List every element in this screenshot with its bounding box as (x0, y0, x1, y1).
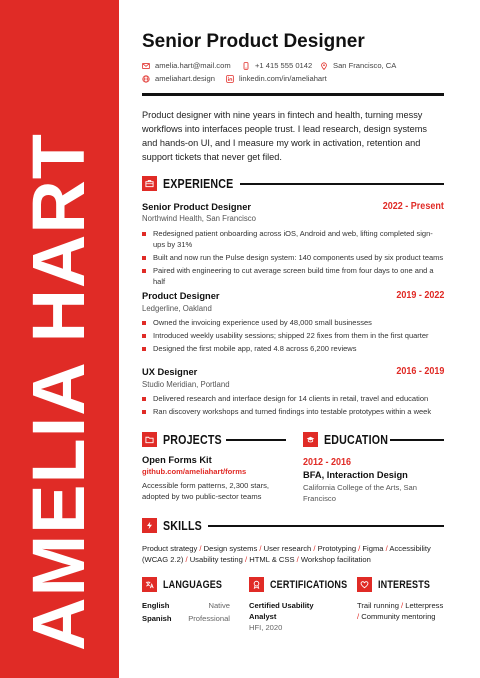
bullet: Ran discovery workshops and turned findings into testable prototypes within a week (142, 406, 444, 417)
bullet: Built and now run the Pulse design system: 140 components used by six product teams (142, 252, 444, 263)
map-pin-icon (320, 62, 328, 70)
education-rule (390, 439, 444, 441)
location-text: San Francisco, CA (333, 61, 397, 70)
interest: Community mentoring (361, 612, 436, 621)
skills-title: SKILLS (163, 518, 202, 533)
candidate-name: AMELIA HART (17, 133, 100, 651)
sidebar (0, 0, 119, 678)
bullet: Owned the invoicing experience used by 48,000 small businesses (142, 317, 444, 328)
contact-phone[interactable] (242, 61, 312, 70)
education-degree: BFA, Interaction Design (303, 470, 408, 480)
translate-icon (142, 577, 157, 592)
skill: Accessibility (WCAG 2.2) (142, 544, 431, 564)
contact-email[interactable] (142, 61, 231, 70)
badge-icon (249, 577, 264, 592)
linkedin-text: linkedin.com/in/ameliahart (239, 74, 327, 83)
education-dates: 2012 - 2016 (303, 457, 352, 468)
job-1-company: Northwind Health, San Francisco (142, 214, 256, 223)
education-title: EDUCATION (324, 432, 389, 447)
job-1-bullets (142, 228, 444, 289)
interest: Letterpress (405, 601, 444, 610)
education-heading (303, 432, 402, 447)
skills-heading (142, 518, 210, 533)
heart-icon (357, 577, 372, 592)
experience-heading (142, 176, 249, 191)
contact-linkedin[interactable] (226, 74, 327, 83)
languages-title: LANGUAGES (163, 578, 223, 591)
skill: Figma (362, 544, 384, 553)
skill: Usability testing (189, 555, 243, 564)
job-2-dates: 2019 - 2022 (395, 290, 444, 301)
contact-location (320, 61, 396, 70)
folder-icon (142, 432, 157, 447)
bullet: Introduced weekly usability sessions; shipped 22 fixes from them in the first quarter (142, 330, 444, 341)
projects-rule (226, 439, 286, 441)
bullet: Designed the first mobile app, rated 4.8 across 6,200 reviews (142, 343, 444, 354)
skill: Design systems (203, 544, 258, 553)
interests-heading (357, 577, 442, 592)
skill: Product strategy (142, 544, 198, 553)
website-text: ameliahart.design (155, 74, 215, 83)
interest: Trail running (357, 601, 399, 610)
certification-name: Certified Usability Analyst (249, 601, 314, 621)
phone-icon (242, 62, 250, 70)
skill: User research (263, 544, 312, 553)
bullet: Delivered research and interface design for 14 clients in retail, travel and education (142, 393, 444, 404)
job-1-dates: 2022 - Present (382, 201, 444, 212)
skill: Workshop facilitation (300, 555, 371, 564)
languages-heading (142, 577, 235, 592)
education-school: California College of the Arts, San Francisco (303, 483, 417, 503)
job-2-title: Product Designer (142, 291, 220, 301)
linkedin-icon (226, 75, 234, 83)
certification-issuer: HFI, 2020 (249, 623, 283, 632)
skills-rule (208, 525, 444, 527)
briefcase-icon (142, 176, 157, 191)
phone-text: +1 415 555 0142 (255, 61, 313, 70)
job-3-bullets (142, 393, 444, 419)
project-link[interactable]: github.com/ameliahart/forms (142, 467, 247, 476)
bullet: Paired with engineering to cut average screen build time from four days to one and a half (142, 265, 444, 287)
skills-list: Product strategy / Design systems / User research / Prototyping / Figma / Accessibility (WCAG 2.2) / Usability testing / HTML & CSS / Workshop facilitation (142, 544, 431, 564)
language-level: Native (208, 601, 230, 610)
skill: HTML & CSS (249, 555, 295, 564)
skill: Prototyping (317, 544, 357, 553)
project-name: Open Forms Kit (142, 455, 212, 465)
bullet: Redesigned patient onboarding across iOS, Android and web, lifting completed sign-ups by 31% (142, 228, 444, 250)
language-name: Spanish (142, 614, 172, 623)
experience-rule (240, 183, 444, 185)
job-2-bullets (142, 317, 444, 356)
experience-title: EXPERIENCE (163, 176, 234, 191)
email-text: amelia.hart@mail.com (155, 61, 231, 70)
lightning-icon (142, 518, 157, 533)
job-1-title: Senior Product Designer (142, 202, 252, 212)
certifications-title: CERTIFICATIONS (270, 578, 348, 591)
interests-list: Trail running / Letterpress / Community mentoring (357, 601, 444, 621)
project-description: Accessible form patterns, 2,300 stars, adopted by two public-sector teams (142, 481, 270, 501)
job-headline: Senior Product Designer (142, 31, 365, 52)
job-3-dates: 2016 - 2019 (395, 366, 444, 377)
graduation-cap-icon (303, 432, 318, 447)
language-level: Professional (188, 614, 230, 623)
job-3-title: UX Designer (142, 367, 198, 377)
projects-heading (142, 432, 235, 447)
header-divider (142, 93, 444, 96)
profile-summary: Product designer with nine years in fintech and health, turning messy workflows into interfaces people trust. I lead research, design systems and hands-on UI, and I measure my work in activation, retention and support tickets that never get filed. (142, 110, 427, 162)
projects-title: PROJECTS (163, 432, 222, 447)
interests-title: INTERESTS (378, 578, 431, 591)
job-3-company: Studio Meridian, Portland (142, 380, 230, 389)
job-2-company: Ledgerline, Oakland (142, 304, 212, 313)
certifications-heading (249, 577, 364, 592)
globe-icon (142, 75, 150, 83)
mail-icon (142, 62, 150, 70)
contact-website[interactable] (142, 74, 215, 83)
language-name: English (142, 601, 170, 610)
